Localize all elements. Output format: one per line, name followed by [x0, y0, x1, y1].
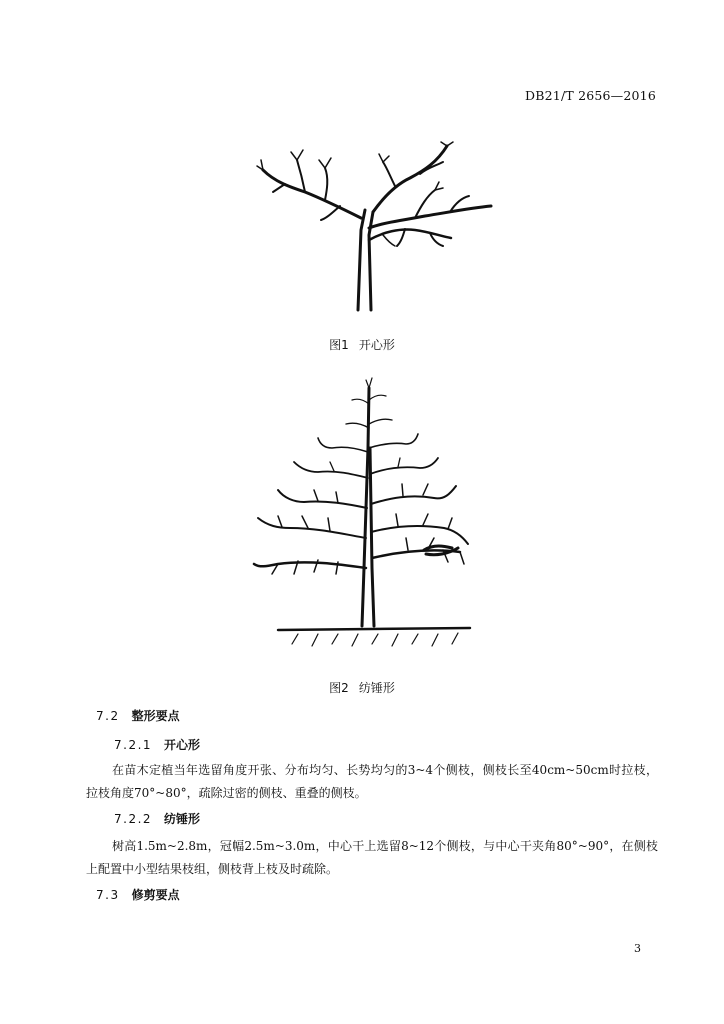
document-code: DB21/T 2656—2016 [525, 88, 656, 103]
figure-1-caption [0, 336, 724, 353]
figure-2-caption [0, 679, 724, 696]
section-7-2-heading [96, 707, 180, 724]
section-number: 7.2.2 [114, 812, 153, 826]
section-number: 7.2 [96, 709, 120, 723]
page-number: 3 [634, 942, 641, 955]
figure-1-open-center-tree [255, 140, 495, 312]
section-title: 整形要点 [131, 709, 180, 723]
section-title: 纺锤形 [164, 812, 201, 826]
section-7-2-1-heading [114, 736, 200, 753]
section-number: 7.2.1 [114, 738, 153, 752]
section-7-2-1-paragraph: 在苗木定植当年选留角度开张、分布均匀、长势均匀的3~4个侧枝，侧枝长至40cm~50cm时拉枝，拉枝角度70°~80°，疏除过密的侧枝、重叠的侧枝。 [86, 763, 658, 800]
figure-2-number: 图2 [329, 681, 349, 695]
figure-1-number: 图1 [329, 338, 349, 352]
figure-2-title: 纺锤形 [358, 681, 395, 695]
spindle-tree-illustration [238, 368, 500, 664]
section-7-3-heading [96, 886, 180, 903]
section-number: 7.3 [96, 888, 120, 902]
figure-1-title: 开心形 [358, 338, 395, 352]
section-title: 开心形 [164, 738, 201, 752]
figure-2-spindle-tree [238, 368, 500, 664]
section-title: 修剪要点 [131, 888, 180, 902]
open-center-tree-illustration [255, 140, 495, 312]
section-7-2-2-heading [114, 810, 200, 827]
section-7-2-2-paragraph: 树高1.5m~2.8m，冠幅2.5m~3.0m，中心干上选留8~12个侧枝，与中心干夹角80°~90°，在侧枝上配置中小型结果枝组，侧枝背上枝及时疏除。 [86, 839, 658, 876]
